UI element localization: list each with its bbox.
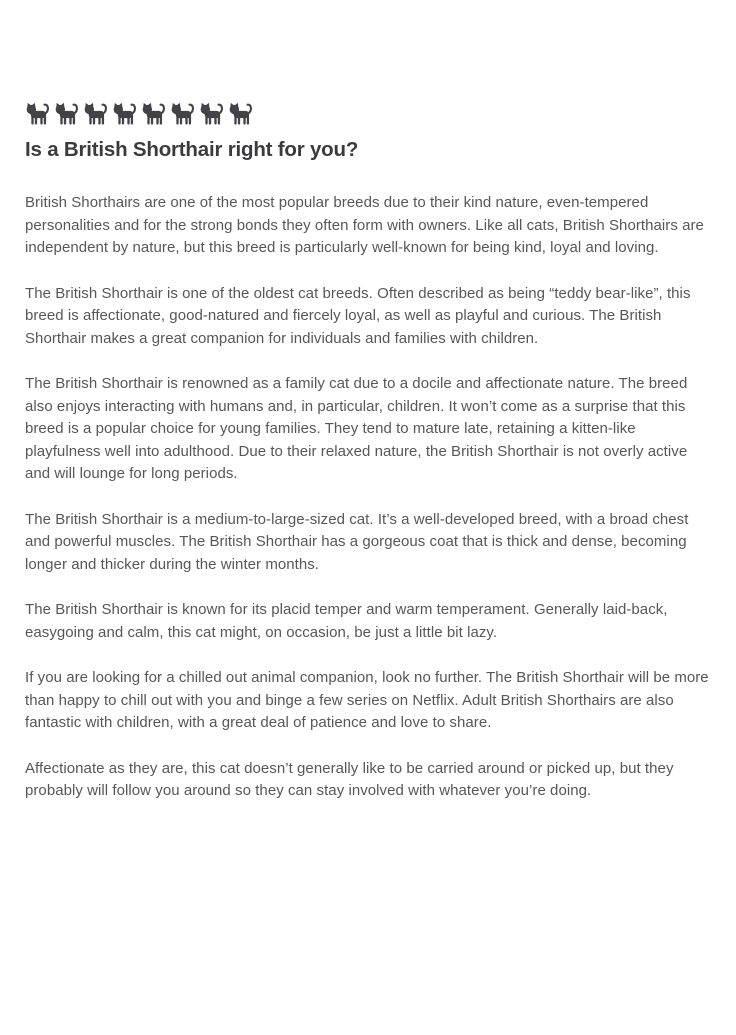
- paragraph-temperament: The British Shorthair is known for its placid temper and warm temperament. Generally laid-back, easygoing and calm, this cat might, on occasion, be just a little bit lazy.: [25, 601, 668, 641]
- page-title: Is a British Shorthair right for you?: [25, 138, 359, 161]
- paragraph-affection: Affectionate as they are, this cat doesn’t generally like to be carried around or picked up, but they probably will follow you around so they can stay involved with whatever you’re doing.: [25, 759, 674, 799]
- cat-icon: [83, 101, 108, 127]
- cat-icon: [112, 101, 137, 127]
- paragraph-family-cat: The British Shorthair is renowned as a family cat due to a docile and affectionate nature. The breed also enjoys interacting with humans and, in particular, children. It won’t come as a surprise that this breed is a popular choice for young families. They tend to mature late, retaining a kitten-like playfulness well into adulthood. Due to their relaxed nature, the British Shorthair is not overly active and will lounge for long periods.: [25, 375, 688, 482]
- cat-icon: [141, 101, 166, 127]
- cat-icon: [25, 101, 50, 127]
- cat-icon: [199, 101, 224, 127]
- cat-icon-row: [25, 101, 710, 127]
- paragraph-chilled-companion: If you are looking for a chilled out animal companion, look no further. The British Shorthair will be more than happy to chill out with you and binge a few series on Netflix. Adult British Shorthairs are also fantastic with children, with a great deal of patience and love to share.: [25, 669, 709, 731]
- paragraph-oldest-breed: The British Shorthair is one of the oldest cat breeds. Often described as being “teddy bear-like”, this breed is affectionate, good-natured and fiercely loyal, as well as playful and curious. The British Shorthair makes a great companion for individuals and families with children.: [25, 284, 691, 347]
- cat-icon: [228, 101, 253, 127]
- cat-icon: [54, 101, 79, 127]
- cat-icon: [170, 101, 195, 127]
- paragraph-size-coat: The British Shorthair is a medium-to-large-sized cat. It’s a well-developed breed, with a broad chest and powerful muscles. The British Shorthair has a gorgeous coat that is thick and dense, becoming longer and thicker during the winter months.: [25, 510, 689, 573]
- paragraph-intro: British Shorthairs are one of the most popular breeds due to their kind nature, even-tempered personalities and for the strong bonds they often form with owners. Like all cats, British Shorthairs are independent by nature, but this breed is particularly well-known for being kind, loyal and loving.: [25, 194, 704, 256]
